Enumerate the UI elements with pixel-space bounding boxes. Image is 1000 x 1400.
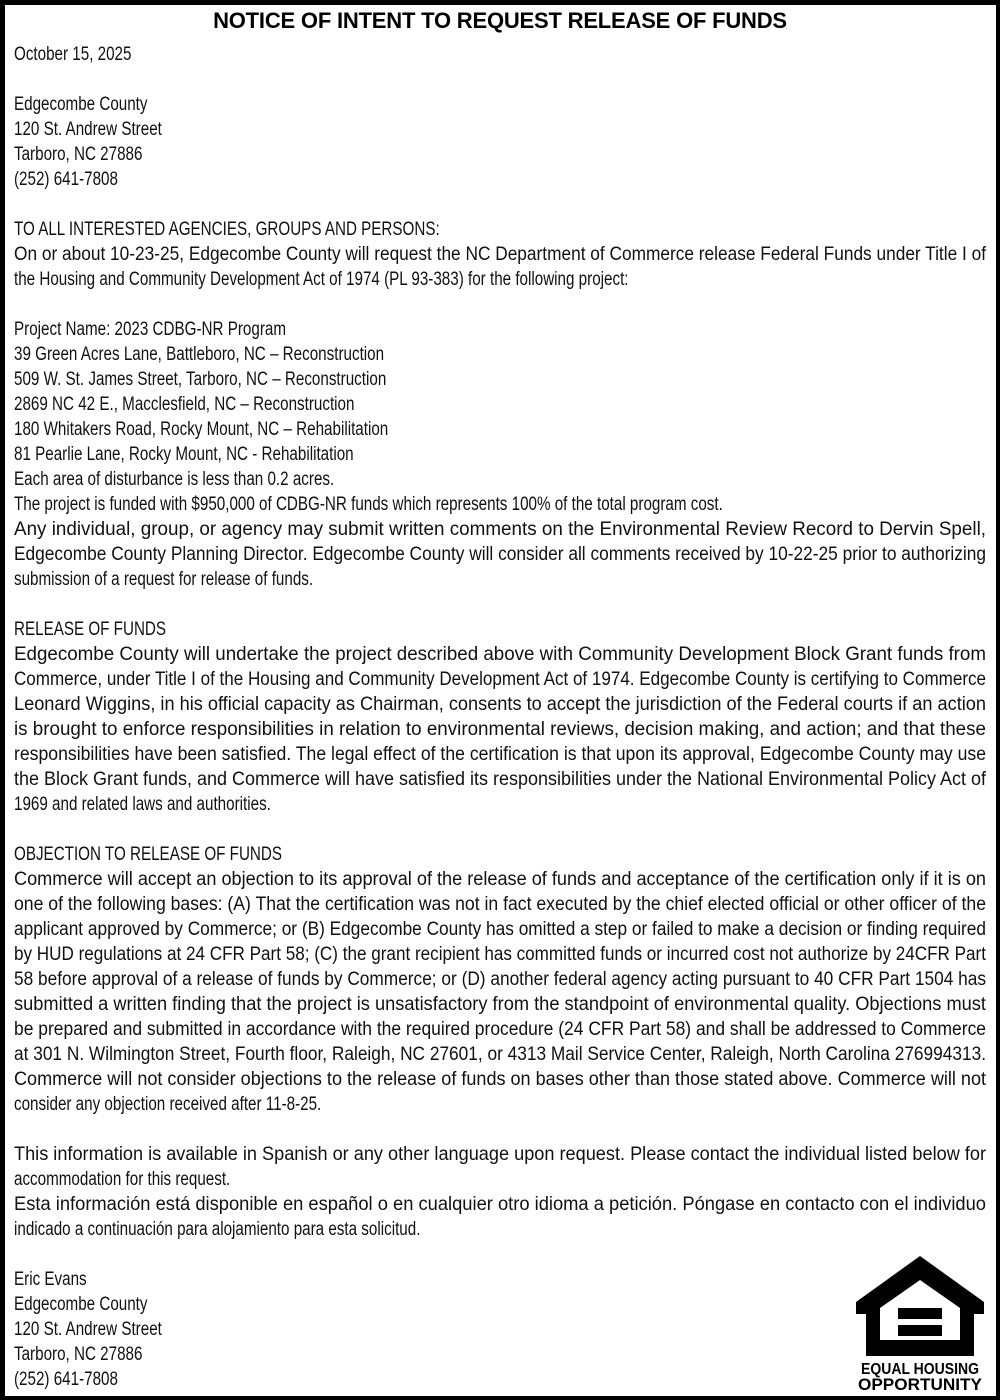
section-heading: RELEASE OF FUNDS [14,619,167,640]
notice-title: NOTICE OF INTENT TO REQUEST RELEASE OF FUNDS [213,8,787,33]
section-heading: OBJECTION TO RELEASE OF FUNDS [14,844,283,865]
objection-line: Commerce will not consider objections to the release of funds on bases other than those stated above. Commerce will not [14,1069,986,1090]
project-site: 2869 NC 42 E., Macclesfield, NC – Reconstruction [14,394,355,415]
notice-body [14,42,986,1392]
objection-section [14,842,986,1117]
project-site: 81 Pearlie Lane, Rocky Mount, NC - Rehabilitation [14,444,354,465]
comments-line: Edgecombe County Planning Director. Edgecombe County will consider all comments received by 10-22-25 prior to authorizing [14,544,986,565]
spacer [14,67,986,92]
language-line-english: accommodation for this request. [14,1169,231,1190]
release-line: Commerce, under Title I of the Housing and Community Development Act of 1974. Edgecombe County is certifying to Commerce [14,669,986,690]
equal-housing-opportunity-icon [852,1252,988,1392]
house-shape [856,1256,984,1356]
comments-line: submission of a request for release of funds. [14,569,314,590]
language-section [14,1142,986,1242]
project-site: 180 Whitakers Road, Rocky Mount, NC – Rehabilitation [14,419,389,440]
contact-city: Tarboro, NC 27886 [14,1344,143,1365]
objection-line: consider any objection received after 11-8-25. [14,1094,322,1115]
funding-note: The project is funded with $950,000 of CDBG-NR funds which represents 100% of the total program cost. [14,494,723,515]
project-site: 39 Green Acres Lane, Battleboro, NC – Reconstruction [14,344,385,365]
project-section [14,317,986,592]
equal-housing-opportunity-logo [852,1252,988,1392]
logo-line-1: EQUAL HOUSING [861,1361,979,1378]
notice-date: October 15, 2025 [14,44,132,65]
language-line-english: This information is available in Spanish or any other language upon request. Please contact the individual listed below for [14,1144,986,1165]
release-line: Edgecombe County will undertake the project described above with Community Development Block Grant funds from [14,644,986,665]
contact-block [14,1267,986,1392]
release-line: Leonard Wiggins, in his official capacity as Chairman, consents to accept the jurisdiction of the Federal courts if an action [14,694,986,715]
intro-paragraph [14,242,986,292]
disturbance-note: Each area of disturbance is less than 0.2 acres. [14,469,335,490]
spacer [14,192,986,217]
spacer [14,817,986,842]
objection-line: at 301 N. Wilmington Street, Fourth floor, Raleigh, NC 27601, or 4313 Mail Service Center, Raleigh, North Carolina 276994313. [14,1044,986,1065]
intro-line: On or about 10-23-25, Edgecombe County will request the NC Department of Commerce release Federal Funds under Title I of [14,244,986,265]
release-line: is brought to enforce responsibilities in relation to environmental reviews, decision making, and action; and that these [14,719,986,740]
issuer-name: Edgecombe County [14,94,148,115]
release-line: 1969 and related laws and authorities. [14,794,271,815]
equal-bar-bottom [898,1325,942,1336]
equal-bar-top [898,1308,942,1319]
objection-line: submitted a written finding that the project is unsatisfactory from the standpoint of environmental quality. Objections must [14,994,986,1015]
intro-line: the Housing and Community Development Act of 1974 (PL 93-383) for the following project: [14,269,629,290]
language-line-spanish: Esta información está disponible en español o en cualquier otro idioma a petición. Póngase en contacto con el individuo [14,1194,986,1215]
spacer [14,1117,986,1142]
contact-name: Eric Evans [14,1269,87,1290]
issuer-street: 120 St. Andrew Street [14,119,162,140]
objection-line: applicant approved by Commerce; or (B) Edgecombe County has omitted a step or failed to make a decision or finding required [14,919,986,940]
project-name: Project Name: 2023 CDBG-NR Program [14,319,286,340]
objection-line: Commerce will accept an objection to its approval of the release of funds and acceptance of the certification only if it is on [14,869,986,890]
spacer [14,1242,986,1267]
salutation: TO ALL INTERESTED AGENCIES, GROUPS AND PERSONS: [14,219,440,240]
issuer-phone: (252) 641-7808 [14,169,118,190]
objection-line: 58 before approval of a release of funds by Commerce; or (D) another federal agency acting pursuant to 40 CFR Part 1504 has [14,969,986,990]
contact-phone: (252) 641-7808 [14,1369,118,1390]
issuer-city: Tarboro, NC 27886 [14,144,143,165]
release-section [14,617,986,817]
spacer [14,292,986,317]
issuer-address [14,92,986,192]
logo-line-2: OPPORTUNITY [858,1375,983,1392]
contact-org: Edgecombe County [14,1294,148,1315]
release-line: the Block Grant funds, and Commerce will have satisfied its responsibilities under the National Environmental Policy Act of [14,769,986,790]
contact-street: 120 St. Andrew Street [14,1319,162,1340]
objection-line: by HUD regulations at 24 CFR Part 58; (C) the grant recipient has committed funds or incurred cost not authorize by 24CFR Part [14,944,986,965]
comments-line: Any individual, group, or agency may submit written comments on the Environmental Review Record to Dervin Spell, [14,519,986,540]
objection-line: one of the following bases: (A) That the certification was not in fact executed by the chief elected official or other officer of the [14,894,986,915]
language-line-spanish: indicado a continuación para alojamiento para esta solicitud. [14,1219,421,1240]
release-line: responsibilities have been satisfied. The legal effect of the certification is that upon its approval, Edgecombe County may use [14,744,986,765]
spacer [14,592,986,617]
objection-line: be prepared and submitted in accordance with the required procedure (24 CFR Part 58) and shall be addressed to Commerce [14,1019,986,1040]
project-site: 509 W. St. James Street, Tarboro, NC – Reconstruction [14,369,387,390]
